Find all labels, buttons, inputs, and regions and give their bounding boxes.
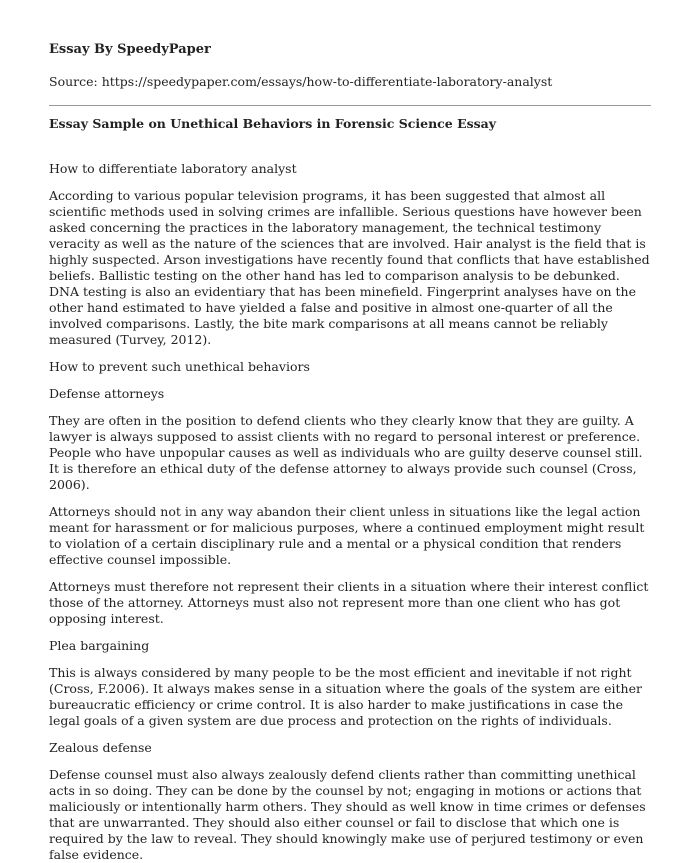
header-divider xyxy=(49,105,651,106)
paragraph-intro: According to various popular television programs, it has been suggested that almost all scientific methods used in solving crimes are infallible. Serious questions have however been asked concerning the practices in the laboratory management, the technical testimony veracity as well as the nature of the sciences that are involved. Hair analyst is the field that is highly suspected. Arson investigations have recently found that conflicts that have established beliefs. Ballistic testing on the other hand has led to comparison analysis to be debunked. DNA testing is also an evidentiary that has been minefield. Fingerprint analyses have on the other hand estimated to have yielded a false and positive in almost one-quarter of all the involved comparisons. Lastly, the bite mark comparisons at all means cannot be reliably measured (Turvey, 2012). xyxy=(49,188,650,347)
source-line: Source: https://speedypaper.com/essays/how-to-differentiate-laboratory-analyst xyxy=(49,74,553,89)
subheading-zealous-defense: Zealous defense xyxy=(49,740,152,755)
subheading-defense-attorneys: Defense attorneys xyxy=(49,386,165,401)
header-title: Essay By SpeedyPaper xyxy=(49,42,211,57)
paragraph-plea: This is always considered by many people to be the most efficient and inevitable if not right (Cross, F.2006). It always makes sense in a situation where the goals of the system are either bureaucratic efficiency or crime control. It is also harder to make justifications in case the legal goals of a given system are due process and protection on the rights of individuals. xyxy=(49,665,642,728)
paragraph-defense-1: They are often in the position to defend clients who they clearly know that they are guilty. A lawyer is always supposed to assist clients with no regard to personal interest or preference. People who have unpopular causes as well as individuals who are guilty deserve counsel still. It is therefore an ethical duty of the defense attorney to always provide such counsel (Cross, 2006). xyxy=(49,413,643,492)
paragraph-defense-2: Attorneys should not in any way abandon their client unless in situations like the legal action meant for harassment or for malicious purposes, where a continued employment might result to violation of a certain disciplinary rule and a mental or a physical condition that renders effective counsel impossible. xyxy=(49,504,645,567)
paragraph-zealous: Defense counsel must also always zealously defend clients rather than committing unethical acts in so doing. They can be done by the counsel by not; engaging in motions or actions that maliciously or intentionally harm others. They should as well know in time crimes or defenses that are unwarranted. They should also either counsel or fail to disclose that which one is required by the law to reveal. They should knowingly make use of perjured testimony or even false evidence. xyxy=(49,767,646,862)
essay-title: Essay Sample on Unethical Behaviors in Forensic Science Essay xyxy=(49,116,497,131)
subheading-plea-bargaining: Plea bargaining xyxy=(49,638,150,653)
paragraph-defense-3: Attorneys must therefore not represent their clients in a situation where their interest conflict those of the attorney. Attorneys must also not represent more than one client who has got opposing interest. xyxy=(49,579,649,626)
section-heading-prevent: How to prevent such unethical behaviors xyxy=(49,359,310,374)
essay-body xyxy=(49,161,651,863)
section-heading-differentiate: How to differentiate laboratory analyst xyxy=(49,161,297,176)
